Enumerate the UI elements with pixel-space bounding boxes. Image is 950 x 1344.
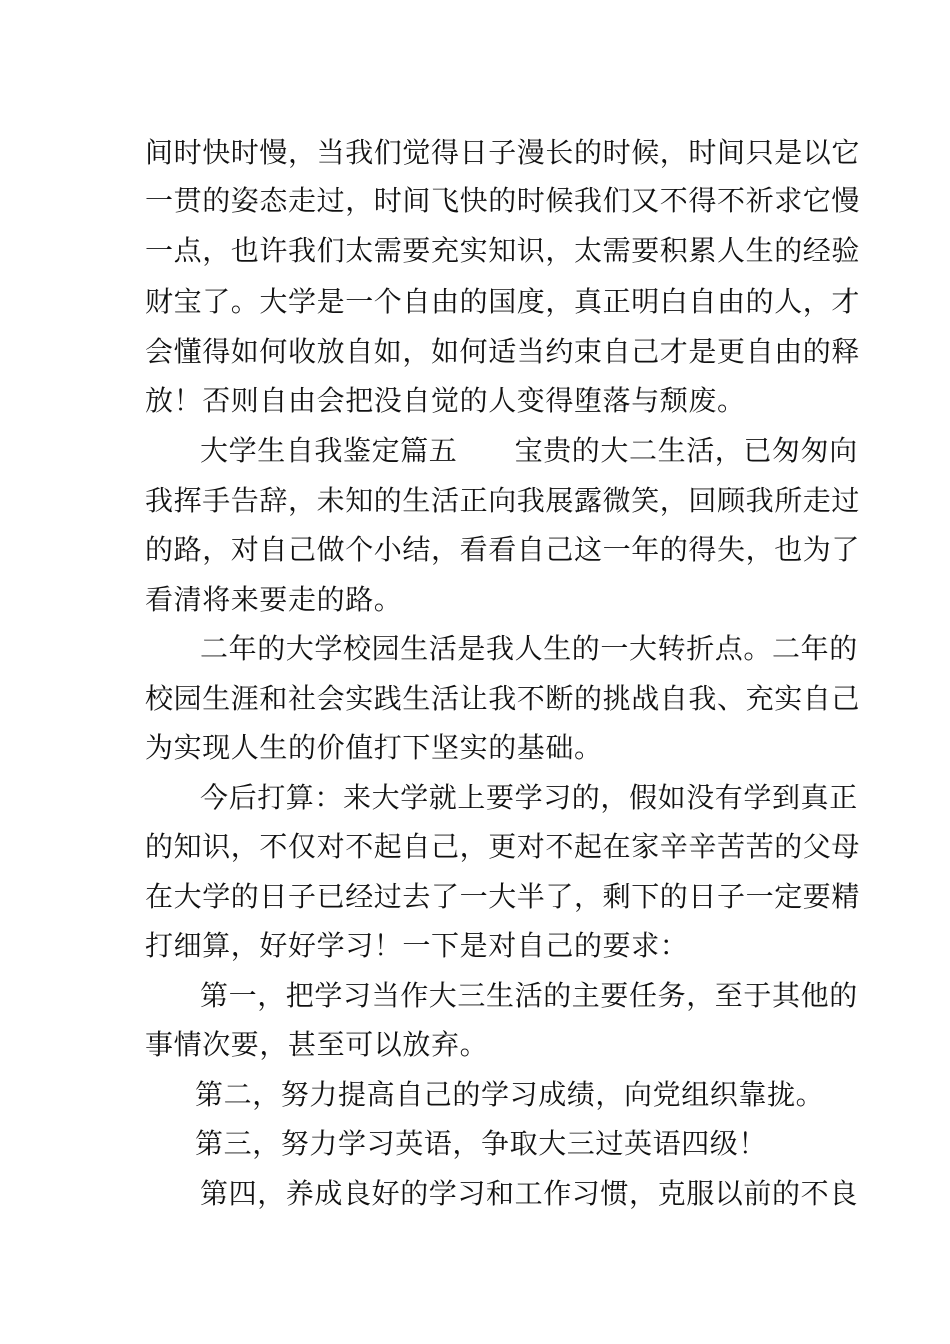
- list-item-line: 第四，养成良好的学习和工作习惯，克服以前的不良: [200, 1177, 858, 1210]
- text-line: 事情次要，甚至可以放弃。: [145, 1028, 489, 1061]
- text-line: 的路，对自己做个小结，看看自己这一年的得失，也为了: [145, 533, 861, 566]
- text-line: 财宝了。大学是一个自由的国度，真正明白自由的人，才: [145, 285, 861, 318]
- paragraph-start-line: 二年的大学校园生活是我人生的一大转折点。二年的: [200, 632, 858, 665]
- text-line: 放！否则自由会把没自觉的人变得堕落与颓废。: [145, 384, 746, 417]
- text-line: 在大学的日子已经过去了一大半了，剩下的日子一定要精: [145, 880, 861, 913]
- text-line: 打细算，好好学习！一下是对自己的要求：: [145, 929, 689, 962]
- text-line: 一点，也许我们太需要充实知识，太需要积累人生的经验: [145, 234, 861, 267]
- text-line: 为实现人生的价值打下坚实的基础。: [145, 731, 603, 764]
- text-line: 我挥手告辞，未知的生活正向我展露微笑，回顾我所走过: [145, 484, 861, 517]
- list-item-line: 第三，努力学习英语，争取大三过英语四级！: [195, 1127, 768, 1160]
- text-line: 一贯的姿态走过，时间飞快的时候我们又不得不祈求它慢: [145, 184, 861, 217]
- text-line: 会懂得如何收放自如，如何适当约束自己才是更自由的释: [145, 335, 861, 368]
- section-heading-line: 大学生自我鉴定篇五 宝贵的大二生活，已匆匆向: [200, 434, 858, 467]
- text-line: 校园生涯和社会实践生活让我不断的挑战自我、充实自己: [145, 682, 861, 715]
- list-item-line: 第一，把学习当作大三生活的主要任务，至于其他的: [200, 979, 858, 1012]
- text-line: 的知识，不仅对不起自己，更对不起在家辛辛苦苦的父母: [145, 830, 861, 863]
- text-line: 间时快时慢，当我们觉得日子漫长的时候，时间只是以它: [145, 136, 861, 169]
- list-item-line: 第二，努力提高自己的学习成绩，向党组织靠拢。: [195, 1078, 825, 1111]
- paragraph-start-line: 今后打算：来大学就上要学习的，假如没有学到真正: [200, 781, 858, 814]
- text-line: 看清将来要走的路。: [145, 583, 403, 616]
